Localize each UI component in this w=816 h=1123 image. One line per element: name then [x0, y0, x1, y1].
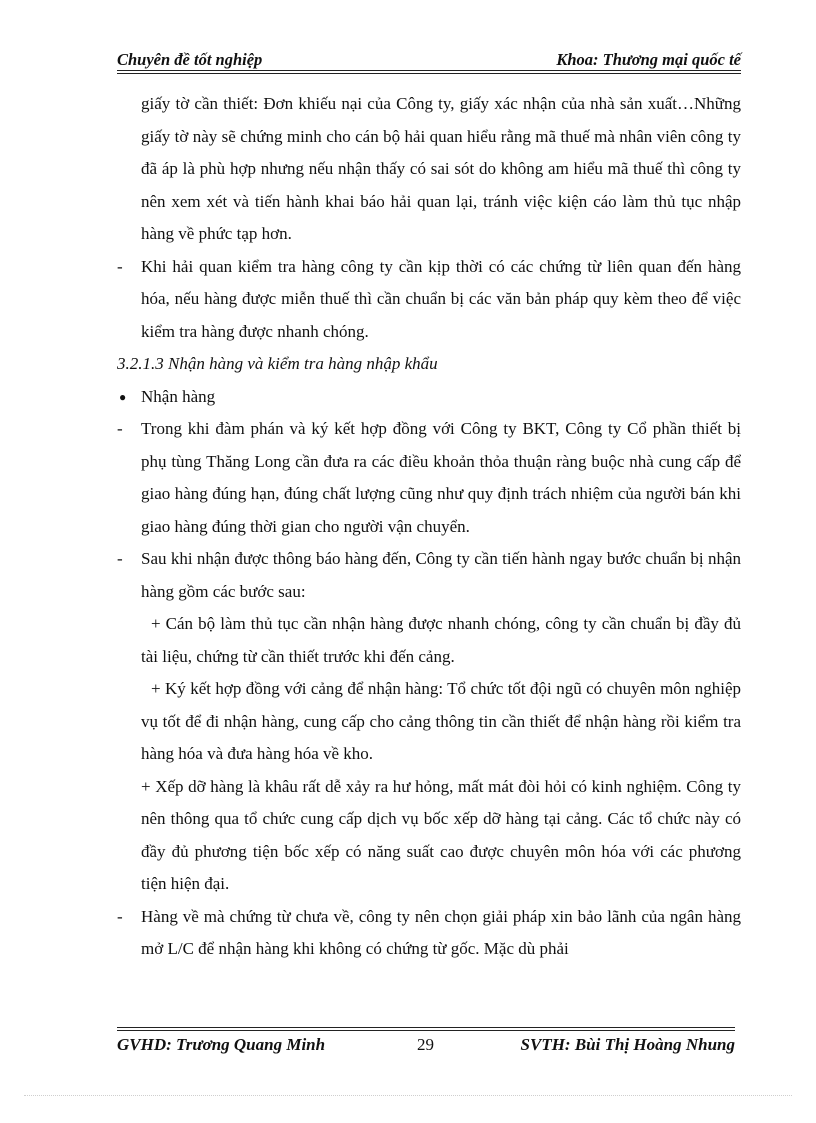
dash-item-arrival-notice — [117, 543, 741, 608]
page-body — [117, 88, 741, 966]
header-rule-double — [117, 73, 741, 74]
plus-item-port-contract: + Ký kết hợp đồng với cảng để nhận hàng: Tổ chức tốt đội ngũ có chuyên môn nghiệp vụ tốt để đi nhận hàng, cung cấp cho cảng thông tin cần thiết để nhận hàng rồi kiểm tra hàng hóa và đưa hàng hóa về kho. — [141, 679, 741, 763]
dash-marker: - — [117, 419, 123, 438]
header-faculty: Khoa: Thương mại quốc tế — [556, 50, 741, 69]
page-edge-dotted-line — [24, 1095, 792, 1096]
plus-item-unloading: + Xếp dỡ hàng là khâu rất dễ xảy ra hư hỏng, mất mát đòi hỏi có kinh nghiệm. Công ty nên thông qua tổ chức cung cấp dịch vụ bốc xếp dỡ hàng tại cảng. Các tổ chức này có đầy đủ phương tiện bốc xếp có năng suất cao được chuyên môn hóa với các phương tiện hiện đại. — [141, 776, 741, 893]
dash-marker: - — [117, 256, 123, 276]
dash-item-text: Khi hải quan kiểm tra hàng công ty cần kịp thời có các chứng từ liên quan đến hàng hóa, nếu hàng được miễn thuế thì cần chuẩn bị các văn bản pháp quy kèm theo để việc kiểm tra hàng được nhanh chóng. — [141, 256, 741, 341]
bullet-dot-icon: ● — [119, 389, 127, 404]
dash-marker: - — [117, 549, 123, 568]
footer-rule-double — [117, 1030, 735, 1031]
page-footer — [117, 1035, 735, 1057]
dash-item-customs-inspection — [117, 251, 741, 349]
dash-item-bank-guarantee — [117, 901, 741, 966]
dash-item-negotiation — [117, 413, 741, 543]
page-header — [117, 50, 741, 72]
paragraph-continued: giấy tờ cần thiết: Đơn khiếu nại của Công ty, giấy xác nhận của nhà sản xuất…Những giấy tờ này sẽ chứng minh cho cán bộ hải quan hiểu rằng mã thuế mà nhân viên công ty đã áp là phù hợp nhưng nếu nhận thấy có sai sót do không am hiểu mã thuế thì công ty nên xem xét và tiến hành khai báo hải quan lại, tránh việc kiện cáo làm thủ tục nhập hàng về phức tạp hơn. — [141, 94, 741, 243]
dash-item-text: Hàng về mà chứng từ chưa về, công ty nên chọn giải pháp xin bảo lãnh của ngân hàng mở L/C để nhận hàng khi không có chứng từ gốc. Mặc dù phải — [141, 906, 741, 958]
dash-marker: - — [117, 906, 123, 926]
footer-supervisor: GVHD: Trương Quang Minh — [117, 1035, 326, 1054]
dash-item-text: Sau khi nhận được thông báo hàng đến, Công ty cần tiến hành ngay bước chuẩn bị nhận hàng gồm các bước sau: — [141, 549, 741, 601]
section-subheading: 3.2.1.3 Nhận hàng và kiểm tra hàng nhập khẩu — [117, 354, 438, 373]
bullet-item-receiving — [117, 381, 741, 414]
dash-item-text: Trong khi đàm phán và ký kết hợp đồng với Công ty BKT, Công ty Cổ phần thiết bị phụ tùng Thăng Long cần đưa ra các điều khoản thỏa thuận ràng buộc nhà cung cấp để giao hàng đúng hạn, đúng chất lượng cũng như quy định trách nhiệm của người bán khi giao hàng đúng thời gian cho người vận chuyển. — [141, 419, 741, 536]
page-number: 29 — [417, 1035, 434, 1054]
header-rule — [117, 70, 741, 71]
footer-student: SVTH: Bùi Thị Hoàng Nhung — [520, 1035, 735, 1054]
header-course-title: Chuyên đề tốt nghiệp — [117, 50, 263, 69]
plus-item-documents: + Cán bộ làm thủ tục cần nhận hàng được nhanh chóng, công ty cần chuẩn bị đầy đủ tài liệu, chứng từ cần thiết trước khi đến cảng. — [141, 614, 741, 666]
bullet-item-text: Nhận hàng — [141, 386, 216, 406]
footer-rule — [117, 1027, 735, 1028]
